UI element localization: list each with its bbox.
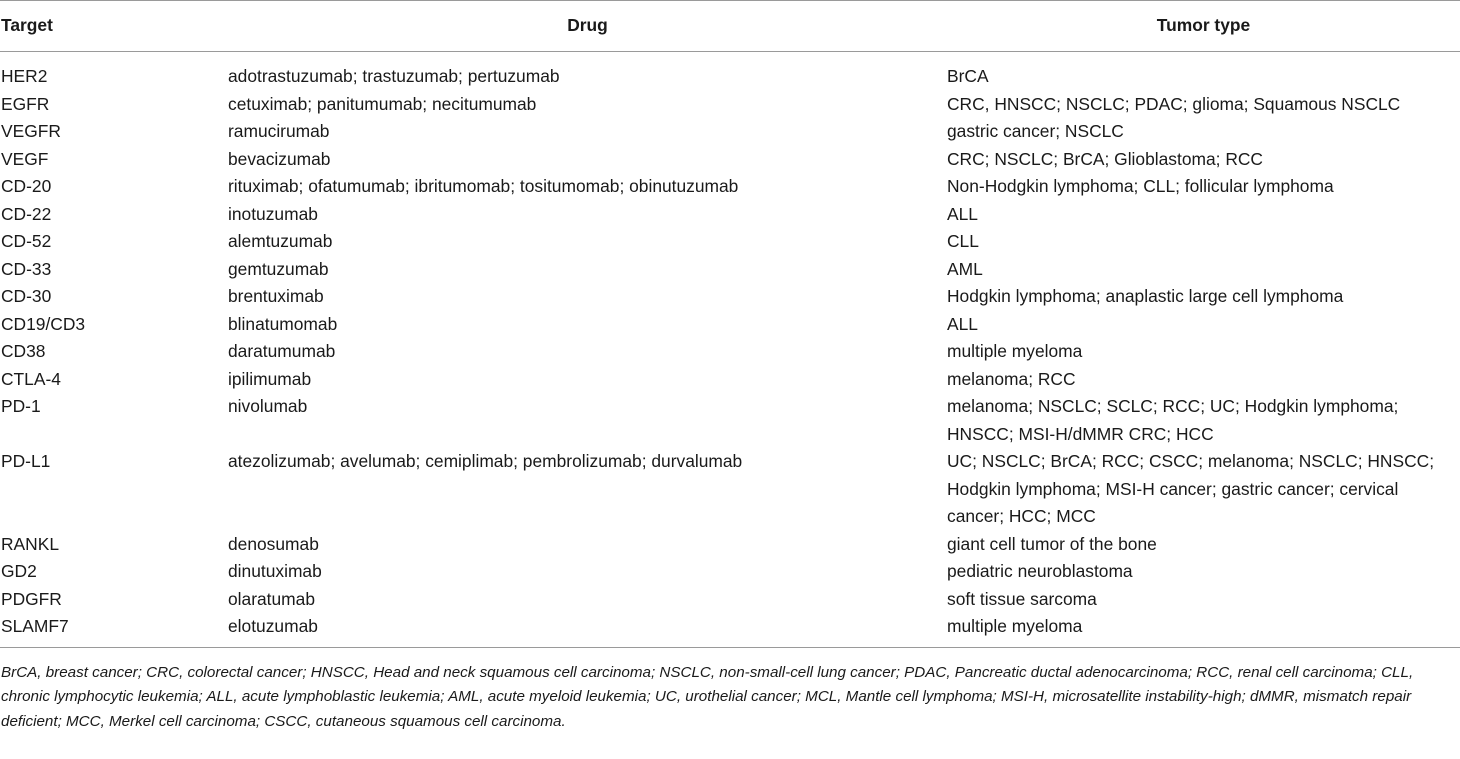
table-row [0,91,1460,119]
table-row [0,613,1460,647]
cell-drug: brentuximab [228,286,324,306]
cell-target: CD-20 [1,176,52,196]
cell-tumor-type: UC; NSCLC; BrCA; RCC; CSCC; melanoma; NSCLC; HNSCC; Hodgkin lymphoma; MSI-H cancer; gastric cancer; cervical cancer; HCC; MCC [947,451,1435,526]
cell-drug: blinatumomab [228,313,338,334]
cell-drug: ramucirumab [228,121,330,141]
cell-target: SLAMF7 [1,616,69,636]
table-row [0,393,1460,448]
table-row [0,558,1460,586]
cell-drug: ipilimumab [228,368,312,389]
cell-target: GD2 [1,561,37,581]
cell-target: CD-30 [1,286,52,306]
cell-target: PD-L1 [1,451,51,471]
cell-drug: adotrastuzumab; trastuzumab; pertuzumab [228,66,560,86]
table-row [0,118,1460,146]
table-row [0,283,1460,311]
cell-target: RANKL [1,533,59,554]
cell-target: VEGF [1,148,49,169]
cell-drug: alemtuzumab [228,231,333,251]
cell-drug: rituximab; ofatumumab; ibritumomab; tositumomab; obinutuzumab [228,176,739,196]
cell-target: HER2 [1,66,48,86]
cell-tumor-type: Hodgkin lymphoma; anaplastic large cell lymphoma [947,286,1344,306]
cell-tumor-type: multiple myeloma [947,616,1083,636]
cell-target: EGFR [1,93,50,114]
cell-drug: dinutuximab [228,561,322,581]
header-tumor-type: Tumor type [947,1,1460,52]
table-row [0,146,1460,174]
cell-tumor-type: CRC, HNSCC; NSCLC; PDAC; glioma; Squamous NSCLC [947,93,1401,114]
cell-tumor-type: Non-Hodgkin lymphoma; CLL; follicular lymphoma [947,176,1334,196]
cell-tumor-type: CRC; NSCLC; BrCA; Glioblastoma; RCC [947,148,1263,169]
cell-tumor-type: pediatric neuroblastoma [947,561,1133,581]
table-row [0,256,1460,284]
cell-target: CTLA-4 [1,368,61,389]
cell-target: VEGFR [1,121,61,141]
cell-tumor-type: gastric cancer; NSCLC [947,121,1124,141]
cell-drug: cetuximab; panitumumab; necitumumab [228,93,537,114]
cell-drug: gemtuzumab [228,258,329,279]
table-row [0,531,1460,559]
cell-tumor-type: melanoma; NSCLC; SCLC; RCC; UC; Hodgkin lymphoma; HNSCC; MSI-H/dMMR CRC; HCC [947,396,1399,444]
header-drug: Drug [228,1,947,52]
cell-tumor-type: multiple myeloma [947,341,1083,361]
cell-target: CD-33 [1,258,52,279]
cell-target: CD19/CD3 [1,313,86,334]
cell-target: CD38 [1,341,46,361]
cell-tumor-type: BrCA [947,66,989,86]
cell-target: CD-22 [1,203,52,224]
table-body [0,52,1460,648]
table-row [0,586,1460,614]
cell-tumor-type: melanoma; RCC [947,368,1076,389]
cell-tumor-type: giant cell tumor of the bone [947,533,1157,554]
cell-tumor-type: ALL [947,313,978,334]
header-row [0,1,1460,52]
cell-target: PDGFR [1,588,62,609]
table-row [0,448,1460,531]
cell-drug: nivolumab [228,396,308,416]
cell-drug: elotuzumab [228,616,318,636]
table-row [0,201,1460,229]
table-row [0,173,1460,201]
table-footnote: BrCA, breast cancer; CRC, colorectal cancer; HNSCC, Head and neck squamous cell carcinoma; NSCLC, non-small-cell lung cancer; PDAC, Pancreatic ductal adenocarcinoma; RCC, renal cell carcinoma; CLL, chronic lymphocytic leukemia; ALL, acute lymphoblastic leukemia; AML, acute myeloid leukemia; UC, urothelial cancer; MCL, Mantle cell lymphoma; MSI-H, microsatellite instability-high; dMMR, mismatch repair deficient; MCC, Merkel cell carcinoma; CSCC, cutaneous squamous cell carcinoma. [1,663,1414,730]
table-row [0,366,1460,394]
table-row [0,228,1460,256]
header-target: Target [0,1,228,52]
cell-tumor-type: AML [947,258,983,279]
cell-drug: atezolizumab; avelumab; cemiplimab; pembrolizumab; durvalumab [228,451,743,471]
cell-drug: bevacizumab [228,148,331,169]
table-row [0,338,1460,366]
cell-drug: denosumab [228,533,319,554]
cell-drug: olaratumab [228,588,316,609]
cell-target: PD-1 [1,396,41,416]
table-row [0,311,1460,339]
table-header [0,1,1460,52]
cell-drug: daratumumab [228,341,336,361]
cell-target: CD-52 [1,231,52,251]
cell-tumor-type: ALL [947,203,978,224]
table-row [0,52,1460,91]
cell-drug: inotuzumab [228,203,318,224]
cell-tumor-type: soft tissue sarcoma [947,588,1097,609]
cell-tumor-type: CLL [947,231,979,251]
